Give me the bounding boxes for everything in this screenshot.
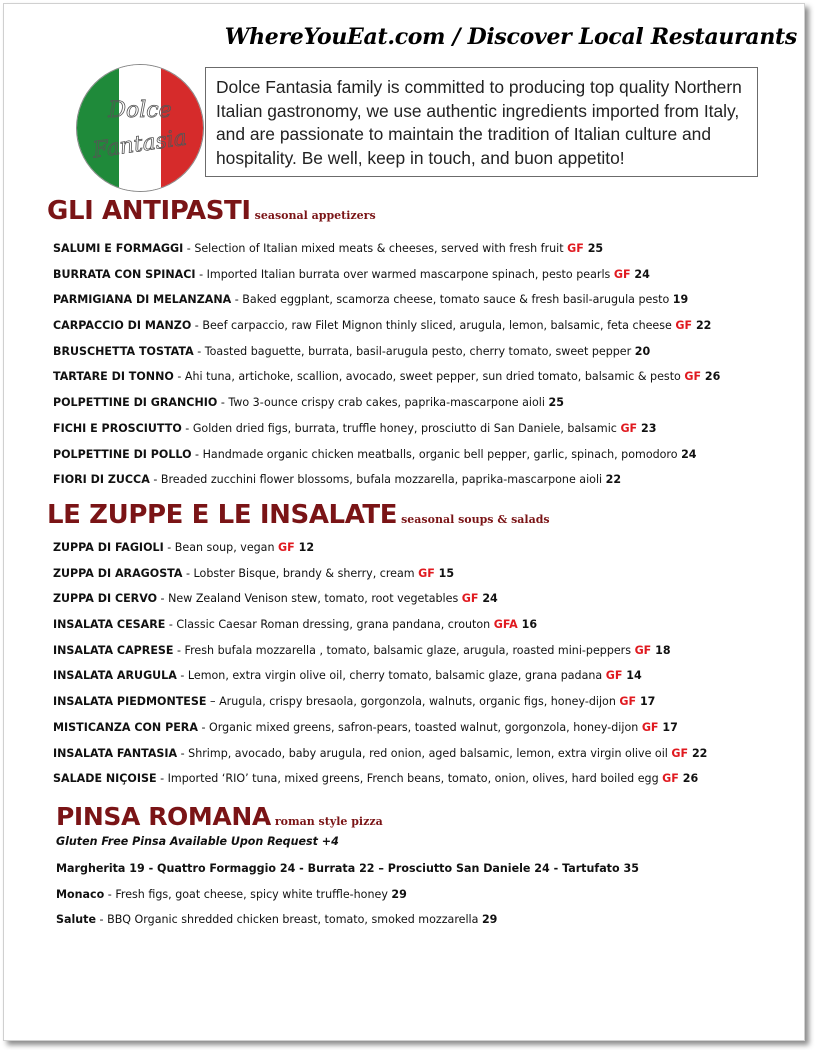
- dietary-tag: GF: [684, 370, 702, 384]
- item-name: SALUMI E FORMAGGI: [53, 242, 184, 255]
- menu-item: [53, 715, 707, 741]
- logo-text-line1: Dolce: [108, 98, 172, 123]
- item-price: 24: [478, 592, 498, 606]
- item-name: FICHI E PROSCIUTTO: [53, 421, 182, 435]
- item-description: Lemon, extra virgin olive oil, cherry tomato, balsamic glaze, grana padana: [187, 669, 606, 683]
- menu-item: [53, 561, 707, 587]
- item-name: TARTARE DI TONNO: [53, 370, 174, 384]
- item-description: Imported Italian burrata over warmed mascarpone spinach, pesto pearls: [206, 267, 614, 281]
- item-name: POLPETTINE DI POLLO: [53, 447, 192, 461]
- intro-text: Dolce Fantasia family is committed to producing top quality Northern Italian gastronomy, we use authentic ingredients imported from Italy, and are passionate to maintain the tradition of Italian culture and hospitality. Be well, keep in touch, and buon appetito!: [216, 77, 742, 168]
- item-separator: -: [157, 592, 169, 606]
- item-name: BURRATA CON SPINACI: [53, 267, 196, 281]
- item-name: ZUPPA DI FAGIOLI: [53, 541, 164, 554]
- item-name: POLPETTINE DI GRANCHIO: [53, 396, 218, 410]
- item-price: 16: [517, 618, 538, 632]
- item-description: Fresh bufala mozzarella , tomato, balsamic glaze, arugula, roasted mini-peppers: [184, 643, 635, 657]
- dietary-tag: GF: [634, 643, 652, 657]
- item-name: PARMIGIANA DI MELANZANA: [53, 293, 232, 307]
- item-separator: -: [163, 541, 175, 554]
- item-price: 20: [634, 344, 651, 358]
- item-name: CARPACCIO DI MANZO: [53, 319, 192, 333]
- menu-item: [53, 689, 707, 715]
- item-price: 22: [692, 319, 712, 333]
- item-price: 25: [583, 242, 604, 255]
- menu-item: [53, 287, 720, 313]
- item-price: 22: [605, 473, 622, 487]
- gluten-free-note: Gluten Free Pinsa Available Upon Request +4: [56, 835, 339, 848]
- item-separator: -: [182, 566, 194, 580]
- dietary-tag: GF: [613, 267, 631, 281]
- item-separator: -: [96, 913, 108, 927]
- item-separator: -: [173, 643, 185, 657]
- item-price: 15: [434, 566, 455, 580]
- section-heading: LE ZUPPE E LE INSALATE: [47, 500, 398, 530]
- menu-item: [53, 313, 720, 339]
- item-description: Breaded zucchini flower blossoms, bufala mozzarella, paprika-mascarpone aioli: [160, 473, 606, 487]
- item-name: INSALATA FANTASIA: [53, 746, 178, 760]
- item-price: 24: [630, 267, 650, 281]
- dietary-tag: GF: [461, 592, 479, 606]
- item-name: INSALATA PIEDMONTESE: [53, 695, 207, 709]
- item-name: ZUPPA DI CERVO: [53, 592, 158, 606]
- item-name: INSALATA CAPRESE: [53, 643, 174, 657]
- dietary-tag: GF: [620, 421, 638, 435]
- item-separator: -: [217, 396, 229, 410]
- section-subtitle: seasonal soups & salads: [401, 513, 550, 526]
- dietary-tag: GF: [619, 695, 637, 709]
- restaurant-logo: [76, 64, 204, 192]
- dietary-tag: GF: [641, 720, 659, 734]
- item-separator: -: [156, 772, 168, 786]
- section-title-pinsa: [56, 802, 383, 831]
- menu-item: [53, 390, 720, 416]
- menu-item: [53, 766, 707, 792]
- item-name: Salute: [56, 913, 97, 927]
- item-description: Imported ‘RIO’ tuna, mixed greens, French beans, tomato, onion, olives, hard boiled egg: [167, 772, 663, 786]
- item-name: SALADE NIÇOISE: [53, 772, 157, 786]
- item-price: 23: [637, 421, 657, 435]
- item-price: 22: [688, 746, 708, 760]
- item-description: New Zealand Venison stew, tomato, root vegetables: [168, 592, 462, 606]
- item-description: Beef carpaccio, raw Filet Mignon thinly sliced, arugula, lemon, balsamic, feta cheese: [202, 319, 676, 333]
- pinsa-combo-line: [56, 856, 639, 882]
- item-description: Arugula, crispy bresaola, gorgonzola, walnuts, organic figs, honey-dijon: [219, 695, 620, 709]
- item-price: 17: [658, 720, 678, 734]
- item-price: 12: [294, 541, 315, 554]
- menu-item: [53, 364, 720, 390]
- item-description: Toasted baguette, burrata, basil-arugula pesto, cherry tomato, sweet pepper: [204, 344, 635, 358]
- item-name: FIORI DI ZUCCA: [53, 473, 150, 487]
- item-name: BRUSCHETTA TOSTATA: [53, 344, 194, 358]
- dietary-tag: GF: [662, 772, 679, 786]
- menu-item: [53, 663, 707, 689]
- italian-flag-logo-graphic: [77, 65, 203, 191]
- item-price: 26: [701, 370, 721, 384]
- menu-item: [53, 467, 720, 493]
- item-description: Lobster Bisque, brandy & sherry, cream: [193, 566, 419, 580]
- menu-item: [56, 907, 639, 933]
- section-title-zuppe: [47, 500, 550, 530]
- item-description: BBQ Organic shredded chicken breast, tomato, smoked mozzarella: [107, 913, 482, 927]
- menu-item: [53, 416, 720, 442]
- item-description: Shrimp, avocado, baby arugula, red onion, aged balsamic, lemon, extra virgin olive oil: [188, 746, 672, 760]
- section-title-antipasti: [47, 196, 376, 226]
- item-separator: -: [193, 344, 205, 358]
- item-price: 25: [548, 396, 564, 410]
- pinsa-list: [56, 856, 639, 933]
- item-separator: -: [181, 421, 193, 435]
- section-subtitle: roman style pizza: [274, 815, 383, 828]
- item-price: 24: [681, 447, 697, 461]
- menu-item: [53, 586, 707, 612]
- dietary-tag: GF: [671, 746, 689, 760]
- menu-item: [53, 638, 707, 664]
- menu-item: [53, 741, 707, 767]
- dietary-tag: GF: [605, 669, 623, 683]
- item-name: ZUPPA DI ARAGOSTA: [53, 566, 183, 580]
- intro-text-box: [205, 67, 758, 177]
- item-name: INSALATA CESARE: [53, 618, 166, 632]
- menu-item: [53, 612, 707, 638]
- dietary-tag: GF: [675, 319, 693, 333]
- item-description: Ahi tuna, artichoke, scallion, avocado, sweet pepper, sun dried tomato, balsamic & pesto: [184, 370, 685, 384]
- dietary-tag: GF: [567, 242, 584, 255]
- section-heading: PINSA ROMANA: [56, 802, 271, 831]
- item-price: 19: [672, 293, 689, 307]
- item-description: Fresh figs, goat cheese, spicy white truffle-honey: [115, 887, 392, 901]
- menu-item: [53, 339, 720, 365]
- site-title[interactable]: WhereYouEat.com / Discover Local Restaurants: [224, 24, 797, 50]
- item-separator: -: [183, 242, 195, 255]
- menu-item: [56, 882, 639, 908]
- item-price: 14: [622, 669, 642, 683]
- pinsa-combo-text: Margherita 19 - Quattro Formaggio 24 - Burrata 22 – Prosciutto San Daniele 24 - Tartufato 35: [56, 862, 639, 875]
- item-price: 18: [651, 643, 671, 657]
- item-separator: –: [206, 695, 220, 709]
- section-heading: GLI ANTIPASTI: [47, 196, 251, 226]
- item-separator: -: [176, 669, 188, 683]
- dietary-tag: GFA: [493, 618, 518, 632]
- item-description: Classic Caesar Roman dressing, grana pandana, crouton: [176, 618, 494, 632]
- item-separator: -: [104, 887, 116, 901]
- item-description: Organic mixed greens, safron-pears, toasted walnut, gorgonzola, honey-dijon: [208, 720, 642, 734]
- item-price: 29: [391, 887, 407, 901]
- item-name: INSALATA ARUGULA: [53, 669, 177, 683]
- menu-item: [53, 442, 720, 468]
- item-name: Monaco: [56, 887, 105, 901]
- item-separator: -: [149, 473, 161, 487]
- item-description: Selection of Italian mixed meats & cheeses, served with fresh fruit: [194, 242, 568, 255]
- item-separator: -: [165, 618, 177, 632]
- item-separator: -: [231, 293, 243, 307]
- antipasti-list: [53, 236, 720, 493]
- item-separator: -: [197, 720, 209, 734]
- item-description: Baked eggplant, scamorza cheese, tomato sauce & fresh basil-arugula pesto: [242, 293, 673, 307]
- menu-item: [53, 262, 720, 288]
- section-subtitle: seasonal appetizers: [254, 209, 376, 222]
- item-price: 26: [678, 772, 699, 786]
- item-separator: -: [173, 370, 185, 384]
- item-separator: -: [195, 267, 207, 281]
- item-name: MISTICANZA CON PERA: [53, 720, 198, 734]
- menu-item: [53, 236, 720, 262]
- item-description: Two 3-ounce crispy crab cakes, paprika-mascarpone aioli: [228, 396, 549, 410]
- logo-text-line2: Fantasia: [91, 125, 189, 164]
- dietary-tag: GF: [278, 541, 295, 554]
- item-price: 17: [636, 695, 656, 709]
- menu-item: [53, 535, 707, 561]
- item-description: Handmade organic chicken meatballs, organic bell pepper, garlic, spinach, pomodoro: [202, 447, 682, 461]
- item-price: 29: [481, 913, 498, 927]
- item-separator: -: [191, 447, 203, 461]
- item-description: Bean soup, vegan: [174, 541, 279, 554]
- zuppe-list: [53, 535, 707, 792]
- dietary-tag: GF: [418, 566, 435, 580]
- item-separator: -: [177, 746, 189, 760]
- item-separator: -: [191, 319, 203, 333]
- item-description: Golden dried figs, burrata, truffle honey, prosciutto di San Daniele, balsamic: [192, 421, 621, 435]
